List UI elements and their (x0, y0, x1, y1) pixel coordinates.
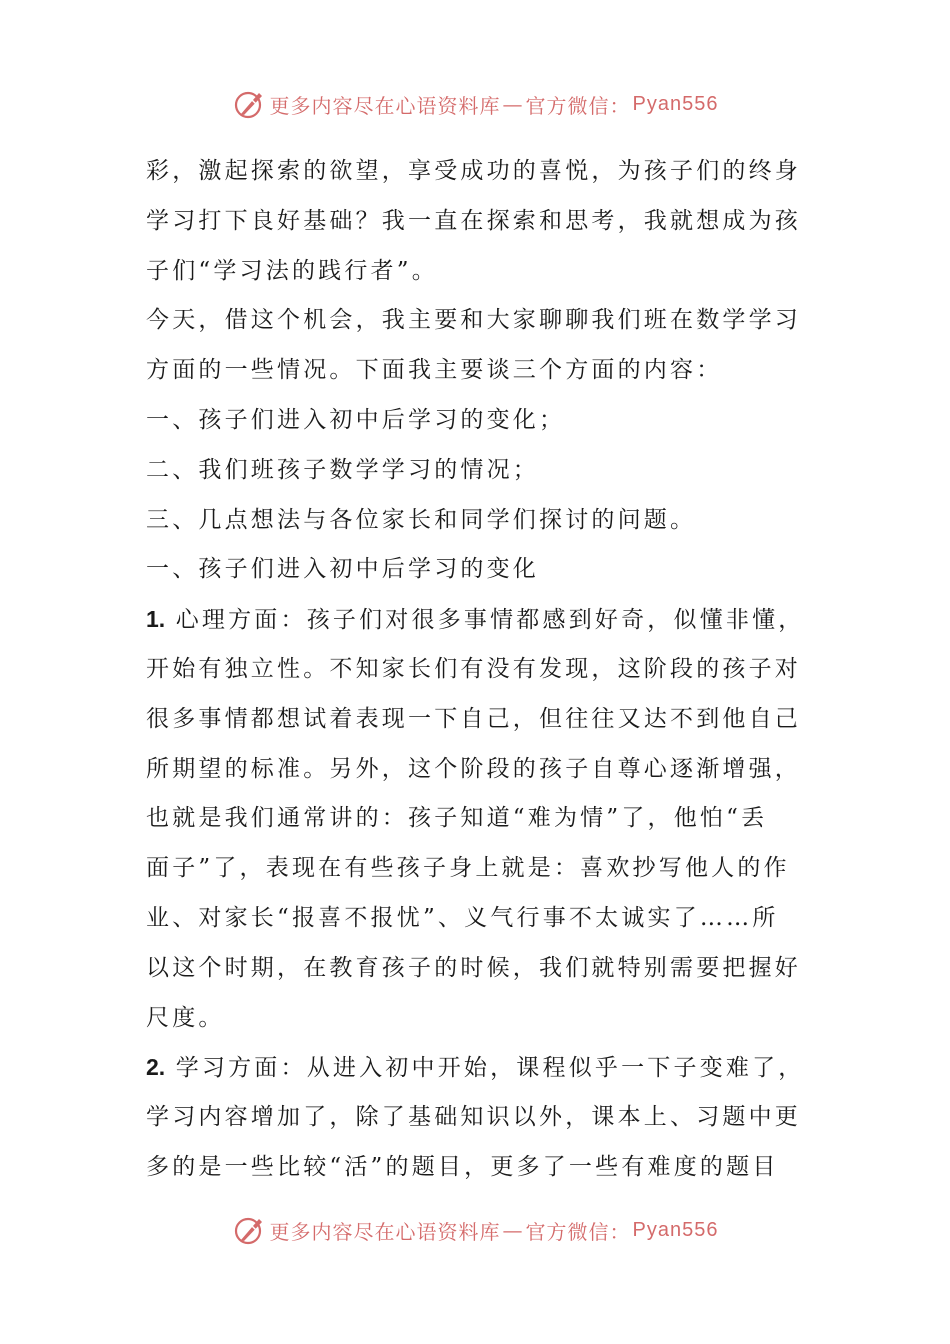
section-heading: 一、孩子们进入初中后学习的变化 (146, 556, 539, 583)
outline-item: 三、几点想法与各位家长和同学们探讨的问题。 (146, 506, 697, 533)
text-line: 所期望的标准。另外，这个阶段的孩子自尊心逐渐增强， (146, 755, 801, 782)
watermark-label: 官方微信： (525, 1219, 631, 1244)
text-line: 以这个时期，在教育孩子的时候，我们就特别需要把握好 (146, 954, 801, 981)
watermark-brand: 更多内容尽在心语资料库 (269, 93, 501, 118)
text-line: 彩，激起探索的欲望，享受成功的喜悦，为孩子们的终身 (146, 158, 801, 184)
document-body (146, 147, 806, 1193)
watermark-wechat-id: Pyan556 (632, 1218, 719, 1241)
quill-logo-icon (232, 87, 266, 121)
text-line: 多的是一些比较“活”的题目，更多了一些有难度的题目 (146, 1153, 779, 1180)
header-watermark (0, 84, 950, 124)
point-1-first-line (146, 595, 806, 645)
footer-watermark (0, 1210, 950, 1250)
text-line: 方面的一些情况。下面我主要谈三个方面的内容： (146, 357, 723, 384)
text-line: 今天，借这个机会，我主要和大家聊聊我们班在数学学习 (146, 307, 801, 334)
quill-logo-icon (232, 1213, 266, 1247)
point-1-text: 心理方面：孩子们对很多事情都感到好奇，似懂非懂， (175, 607, 805, 634)
point-2-number: 2. (146, 1054, 166, 1081)
text-line: 开始有独立性。不知家长们有没有发现，这阶段的孩子对 (146, 655, 801, 682)
watermark-brand: 更多内容尽在心语资料库 (269, 1219, 501, 1244)
text-line: 很多事情都想试着表现一下自己，但往往又达不到他自己 (146, 705, 801, 732)
watermark-wechat-id: Pyan556 (632, 92, 719, 115)
outline-item: 二、我们班孩子数学学习的情况； (146, 456, 539, 483)
text-line: 学习内容增加了，除了基础知识以外，课本上、习题中更 (146, 1104, 801, 1131)
point-2-text: 学习方面：从进入初中开始，课程似乎一下子变难了， (175, 1055, 805, 1082)
watermark-separator: — (502, 92, 524, 116)
outline-item: 一、孩子们进入初中后学习的变化； (146, 406, 566, 433)
watermark-separator: — (502, 1218, 524, 1242)
text-line: 尺度。 (146, 1004, 225, 1031)
text-line: 业、对家长“报喜不报忧”、义气行事不太诚实了……所 (146, 904, 779, 931)
point-1-number: 1. (146, 606, 166, 633)
text-line: 子们“学习法的践行者”。 (146, 257, 438, 284)
text-line: 面子”了，表现在有些孩子身上就是：喜欢抄写他人的作 (146, 855, 790, 882)
text-line: 也就是我们通常讲的：孩子知道“难为情”了，他怕“丢 (146, 805, 768, 832)
text-line: 学习打下良好基础？我一直在探索和思考，我就想成为孩 (146, 207, 801, 234)
point-2-first-line (146, 1043, 806, 1093)
watermark-label: 官方微信： (525, 93, 631, 118)
